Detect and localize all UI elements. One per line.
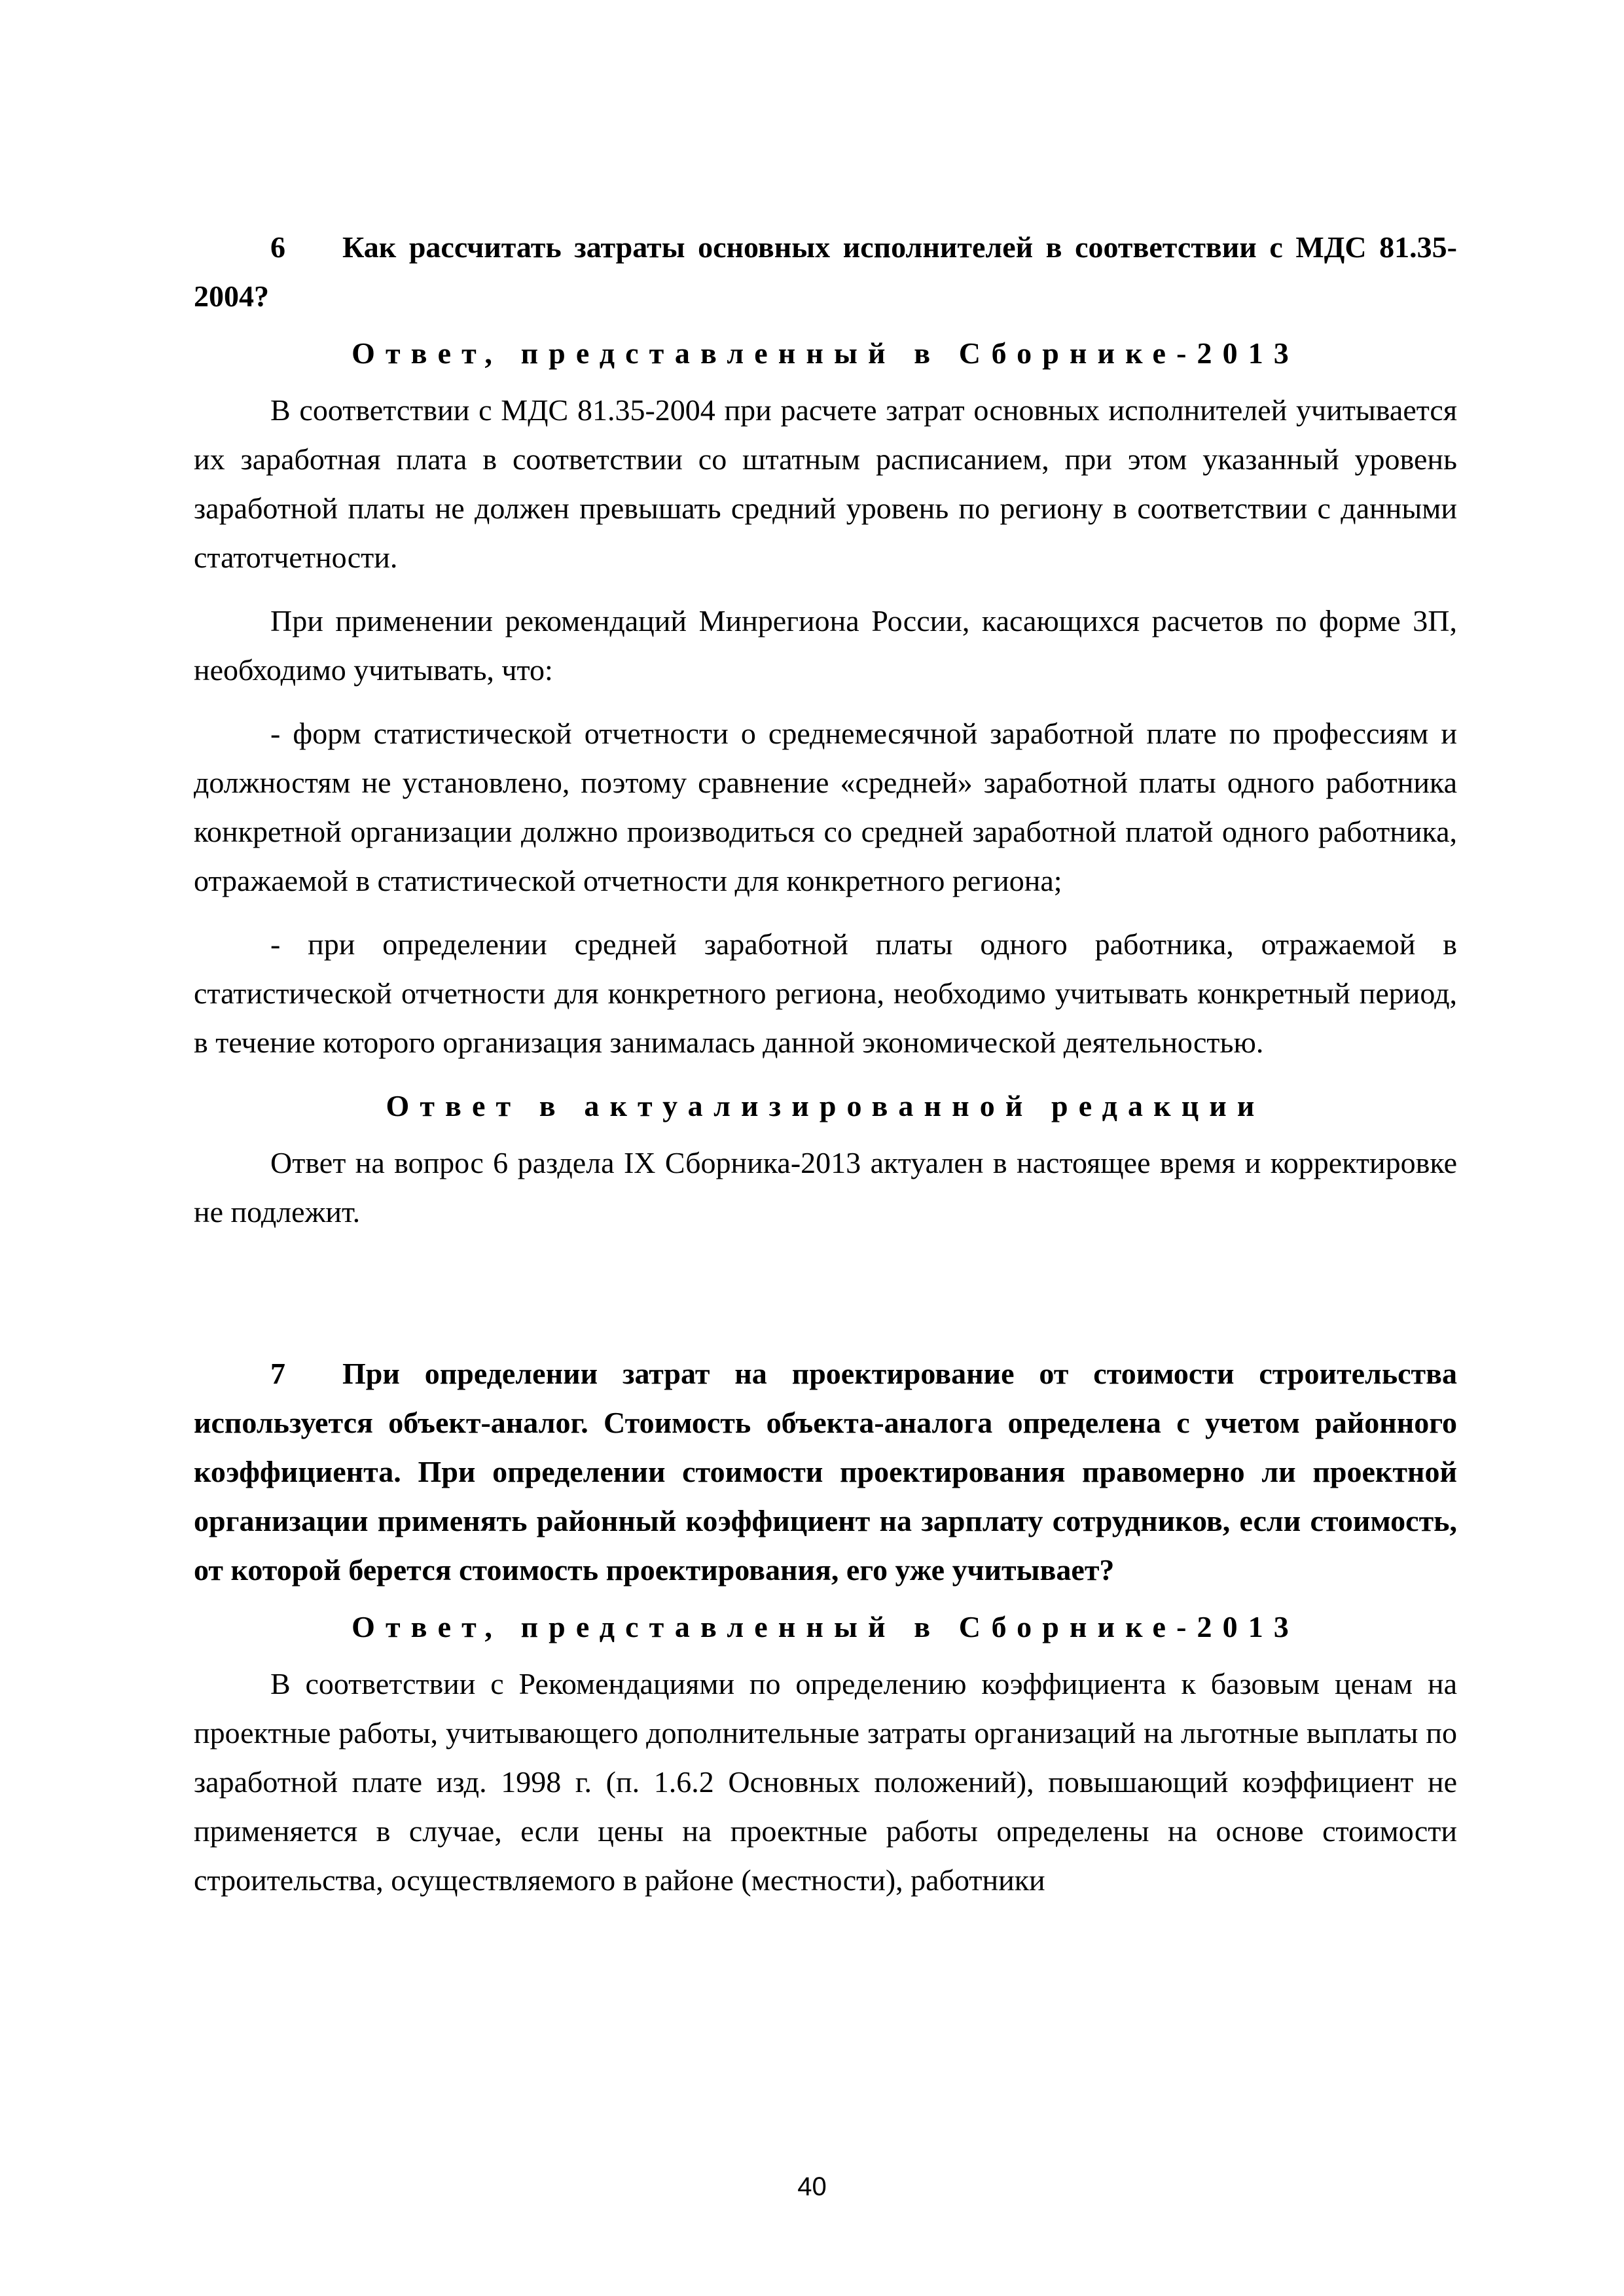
question-7-number: 7 <box>270 1357 285 1390</box>
paragraph-6-3: - форм статистической отчетности о среднемесячной заработной плате по профессиям и должностям не установлено, поэтому сравнение «средней» заработной платы одного работника конкретной организации должно производиться со средней заработной платой одного работника, отражаемой в статистической отчетности для конкретного региона; <box>194 717 1457 897</box>
question-6 <box>194 223 1457 321</box>
paragraph-6-1: В соответствии с МДС 81.35-2004 при расчете затрат основных исполнителей учитывается их заработная плата в соответствии со штатным расписанием, при этом указанный уровень заработной платы не должен превышать средний уровень по региону в соответствии с данными статотчетности. <box>194 393 1457 574</box>
question-7 <box>194 1349 1457 1594</box>
question-6-text: Как рассчитать затраты основных исполнителей в соответствии с МДС 81.35-2004? <box>194 230 1457 313</box>
paragraph-6-2: При применении рекомендаций Минрегиона России, касающихся расчетов по форме 3П, необходимо учитывать, что: <box>194 604 1457 687</box>
paragraph-7-1: В соответствии с Рекомендациями по определению коэффициента к базовым ценам на проектные работы, учитывающего дополнительные затраты организаций на льготные выплаты по заработной плате изд. 1998 г. (п. 1.6.2 Основных положений), повышающий коэффициент не применяется в случае, если цены на проектные работы определены на основе стоимости строительства, осуществляемого в районе (местности), работники <box>194 1667 1457 1897</box>
question-7-text: При определении затрат на проектирование от стоимости строительства используется объект-аналог. Стоимость объекта-аналога определена с учетом районного коэффициента. При определении стоимости проектирования правомерно ли проектной организации применять районный коэффициент на зарплату сотрудников, если стоимость, от которой берется стоимость проектирования, его уже учитывает? <box>194 1357 1457 1587</box>
answer-heading-7: Ответ, представленный в Сборнике-2013 <box>352 1610 1299 1643</box>
paragraph-6-4: - при определении средней заработной платы одного работника, отражаемой в статистической отчетности для конкретного региона, необходимо учитывать конкретный период, в течение которого организация занималась данной экономической деятельностью. <box>194 927 1457 1059</box>
page-number: 40 <box>797 2172 827 2201</box>
answer-heading-6: Ответ, представленный в Сборнике-2013 <box>352 336 1299 370</box>
updated-answer-heading-6: Ответ в актуализированной редакции <box>386 1089 1265 1122</box>
page-content <box>194 223 1457 1919</box>
section-spacer <box>194 1251 1457 1349</box>
updated-paragraph-6: Ответ на вопрос 6 раздела IX Сборника-2013 актуален в настоящее время и корректировке не подлежит. <box>194 1146 1457 1229</box>
question-6-number: 6 <box>270 230 285 264</box>
